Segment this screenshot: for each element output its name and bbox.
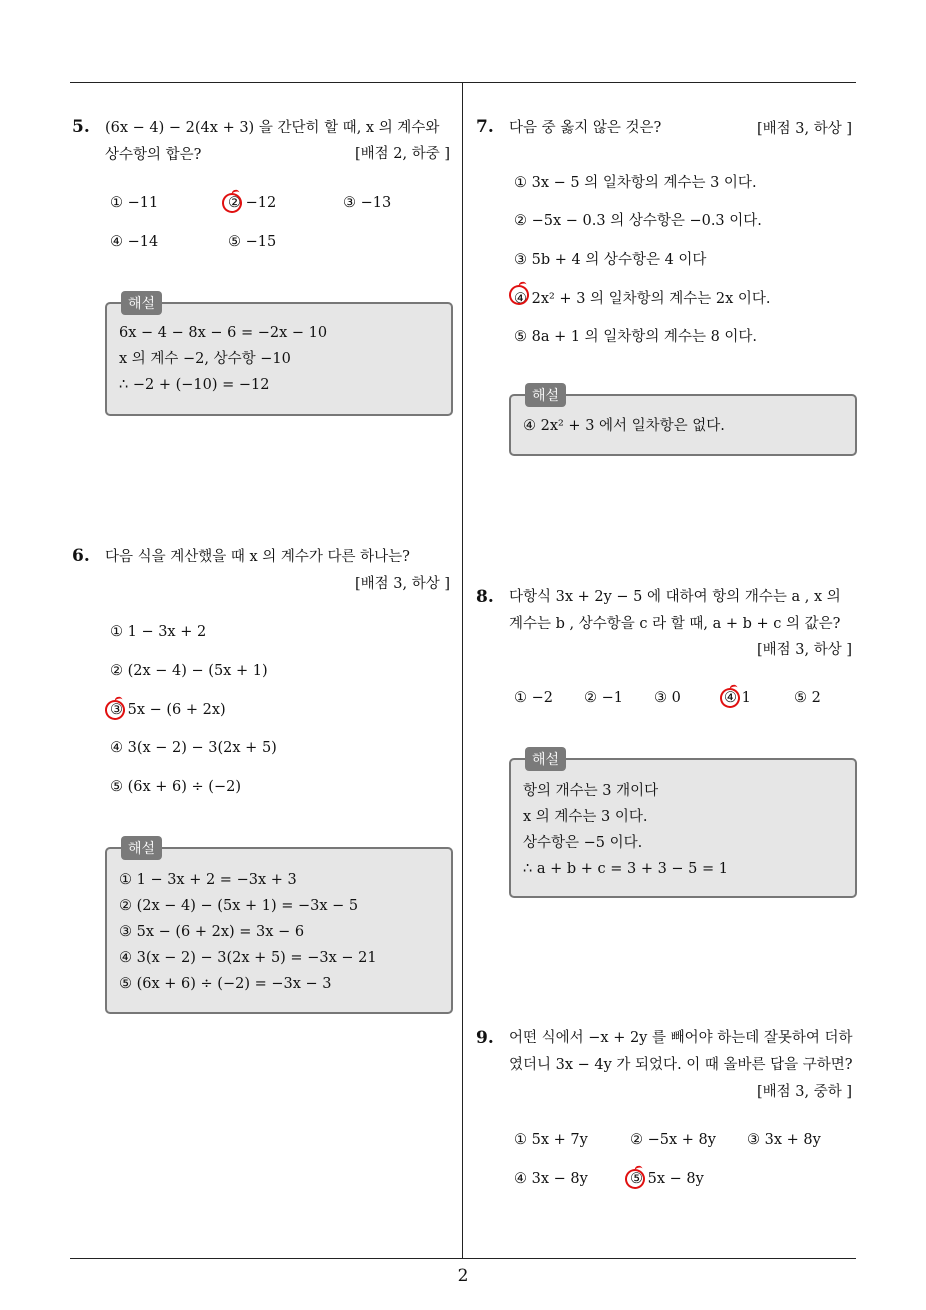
option-1[interactable]: ① 5x + 7y [514, 1132, 588, 1148]
solution-tag: 해설 [525, 747, 566, 771]
score-meta: [배점 3, 하상 ] [756, 642, 852, 658]
question-line-1: 어떤 식에서 −x + 2y 를 빼어야 하는데 잘못하여 더하 [509, 1030, 853, 1046]
question-line-1: 다음 식을 계산했을 때 x 의 계수가 다른 하나는? [105, 549, 410, 565]
solution-line: 6x − 4 − 8x − 6 = −2x − 10 [119, 325, 328, 341]
solution-line: ④ 2x² + 3 에서 일차항은 없다. [523, 418, 725, 434]
question-text [509, 584, 859, 638]
option-3[interactable]: ③ 0 [654, 690, 681, 706]
option-3[interactable]: ③ −13 [343, 195, 392, 211]
question-line-1: 다음 중 옳지 않은 것은? [509, 120, 662, 136]
page-number: 2 [457, 1266, 469, 1286]
solution-line: ③ 5x − (6 + 2x) = 3x − 6 [119, 924, 305, 940]
score-meta: [배점 3, 하상 ] [354, 576, 450, 592]
solution-box [105, 841, 453, 1014]
option-1[interactable]: ① −2 [514, 690, 553, 706]
option-5[interactable]: ⑤ 5x − 8y [630, 1171, 704, 1187]
top-rule [70, 82, 856, 83]
solution-line: ∴ −2 + (−10) = −12 [119, 377, 270, 393]
option-3[interactable]: ③ 5x − (6 + 2x) [110, 702, 226, 718]
solution-box [105, 296, 453, 416]
question-line-1: (6x − 4) − 2(4x + 3) 을 간단히 할 때, x 의 계수와 [105, 120, 440, 136]
solution-line: ② (2x − 4) − (5x + 1) = −3x − 5 [119, 898, 359, 914]
solution-line: 상수항은 −5 이다. [523, 835, 643, 851]
option-4[interactable]: ④ 3x − 8y [514, 1171, 588, 1187]
problem-number: 9. [476, 1028, 494, 1048]
option-5[interactable]: ⑤ 8a + 1 의 일차항의 계수는 8 이다. [514, 329, 758, 345]
score-meta: [배점 3, 중하 ] [756, 1084, 852, 1100]
solution-line: x 의 계수 −2, 상수항 −10 [119, 351, 291, 367]
option-2[interactable]: ② −1 [584, 690, 623, 706]
problem-number: 7. [476, 117, 494, 137]
question-line-2: 계수는 b , 상수항을 c 라 할 때, a + b + c 의 값은? [509, 616, 841, 632]
question-line-2: 였더니 3x − 4y 가 되었다. 이 때 올바른 답을 구하면? [509, 1057, 853, 1073]
bottom-rule [70, 1258, 856, 1259]
option-4[interactable]: ④ 2x² + 3 의 일차항의 계수는 2x 이다. [514, 291, 771, 307]
option-4[interactable]: ④ 1 [724, 690, 751, 706]
option-2[interactable]: ② −5x + 8y [630, 1132, 716, 1148]
solution-line: ① 1 − 3x + 2 = −3x + 3 [119, 872, 297, 888]
option-1[interactable]: ① 1 − 3x + 2 [110, 624, 207, 640]
question-line-1: 다항식 3x + 2y − 5 에 대하여 항의 개수는 a , x 의 [509, 589, 841, 605]
question-text [509, 1025, 859, 1079]
problem-number: 6. [72, 546, 90, 566]
solution-line: x 의 계수는 3 이다. [523, 809, 648, 825]
solution-box [509, 388, 857, 456]
column-divider [462, 83, 463, 1258]
problem-number: 8. [476, 587, 494, 607]
option-4[interactable]: ④ 3(x − 2) − 3(2x + 5) [110, 740, 277, 756]
option-5[interactable]: ⑤ −15 [228, 234, 277, 250]
solution-line: ④ 3(x − 2) − 3(2x + 5) = −3x − 21 [119, 950, 377, 966]
option-4[interactable]: ④ −14 [110, 234, 159, 250]
option-1[interactable]: ① 3x − 5 의 일차항의 계수는 3 이다. [514, 175, 757, 191]
option-5[interactable]: ⑤ (6x + 6) ÷ (−2) [110, 779, 241, 795]
solution-line: ⑤ (6x + 6) ÷ (−2) = −3x − 3 [119, 976, 332, 992]
solution-line: 항의 개수는 3 개이다 [523, 783, 659, 799]
solution-tag: 해설 [121, 291, 162, 315]
score-meta: [배점 2, 하중 ] [354, 146, 450, 162]
option-2[interactable]: ② −5x − 0.3 의 상수항은 −0.3 이다. [514, 213, 762, 229]
option-1[interactable]: ① −11 [110, 195, 159, 211]
option-2[interactable]: ② (2x − 4) − (5x + 1) [110, 663, 268, 679]
solution-line: ∴ a + b + c = 3 + 3 − 5 = 1 [523, 861, 728, 877]
solution-tag: 해설 [121, 836, 162, 860]
option-5[interactable]: ⑤ 2 [794, 690, 821, 706]
option-3[interactable]: ③ 5b + 4 의 상수항은 4 이다 [514, 252, 707, 268]
option-3[interactable]: ③ 3x + 8y [747, 1132, 821, 1148]
solution-tag: 해설 [525, 383, 566, 407]
question-line-2: 상수항의 합은? [105, 147, 202, 163]
option-2[interactable]: ② −12 [228, 195, 277, 211]
solution-box [509, 752, 857, 898]
score-meta: [배점 3, 하상 ] [756, 121, 852, 137]
problem-number: 5. [72, 117, 90, 137]
